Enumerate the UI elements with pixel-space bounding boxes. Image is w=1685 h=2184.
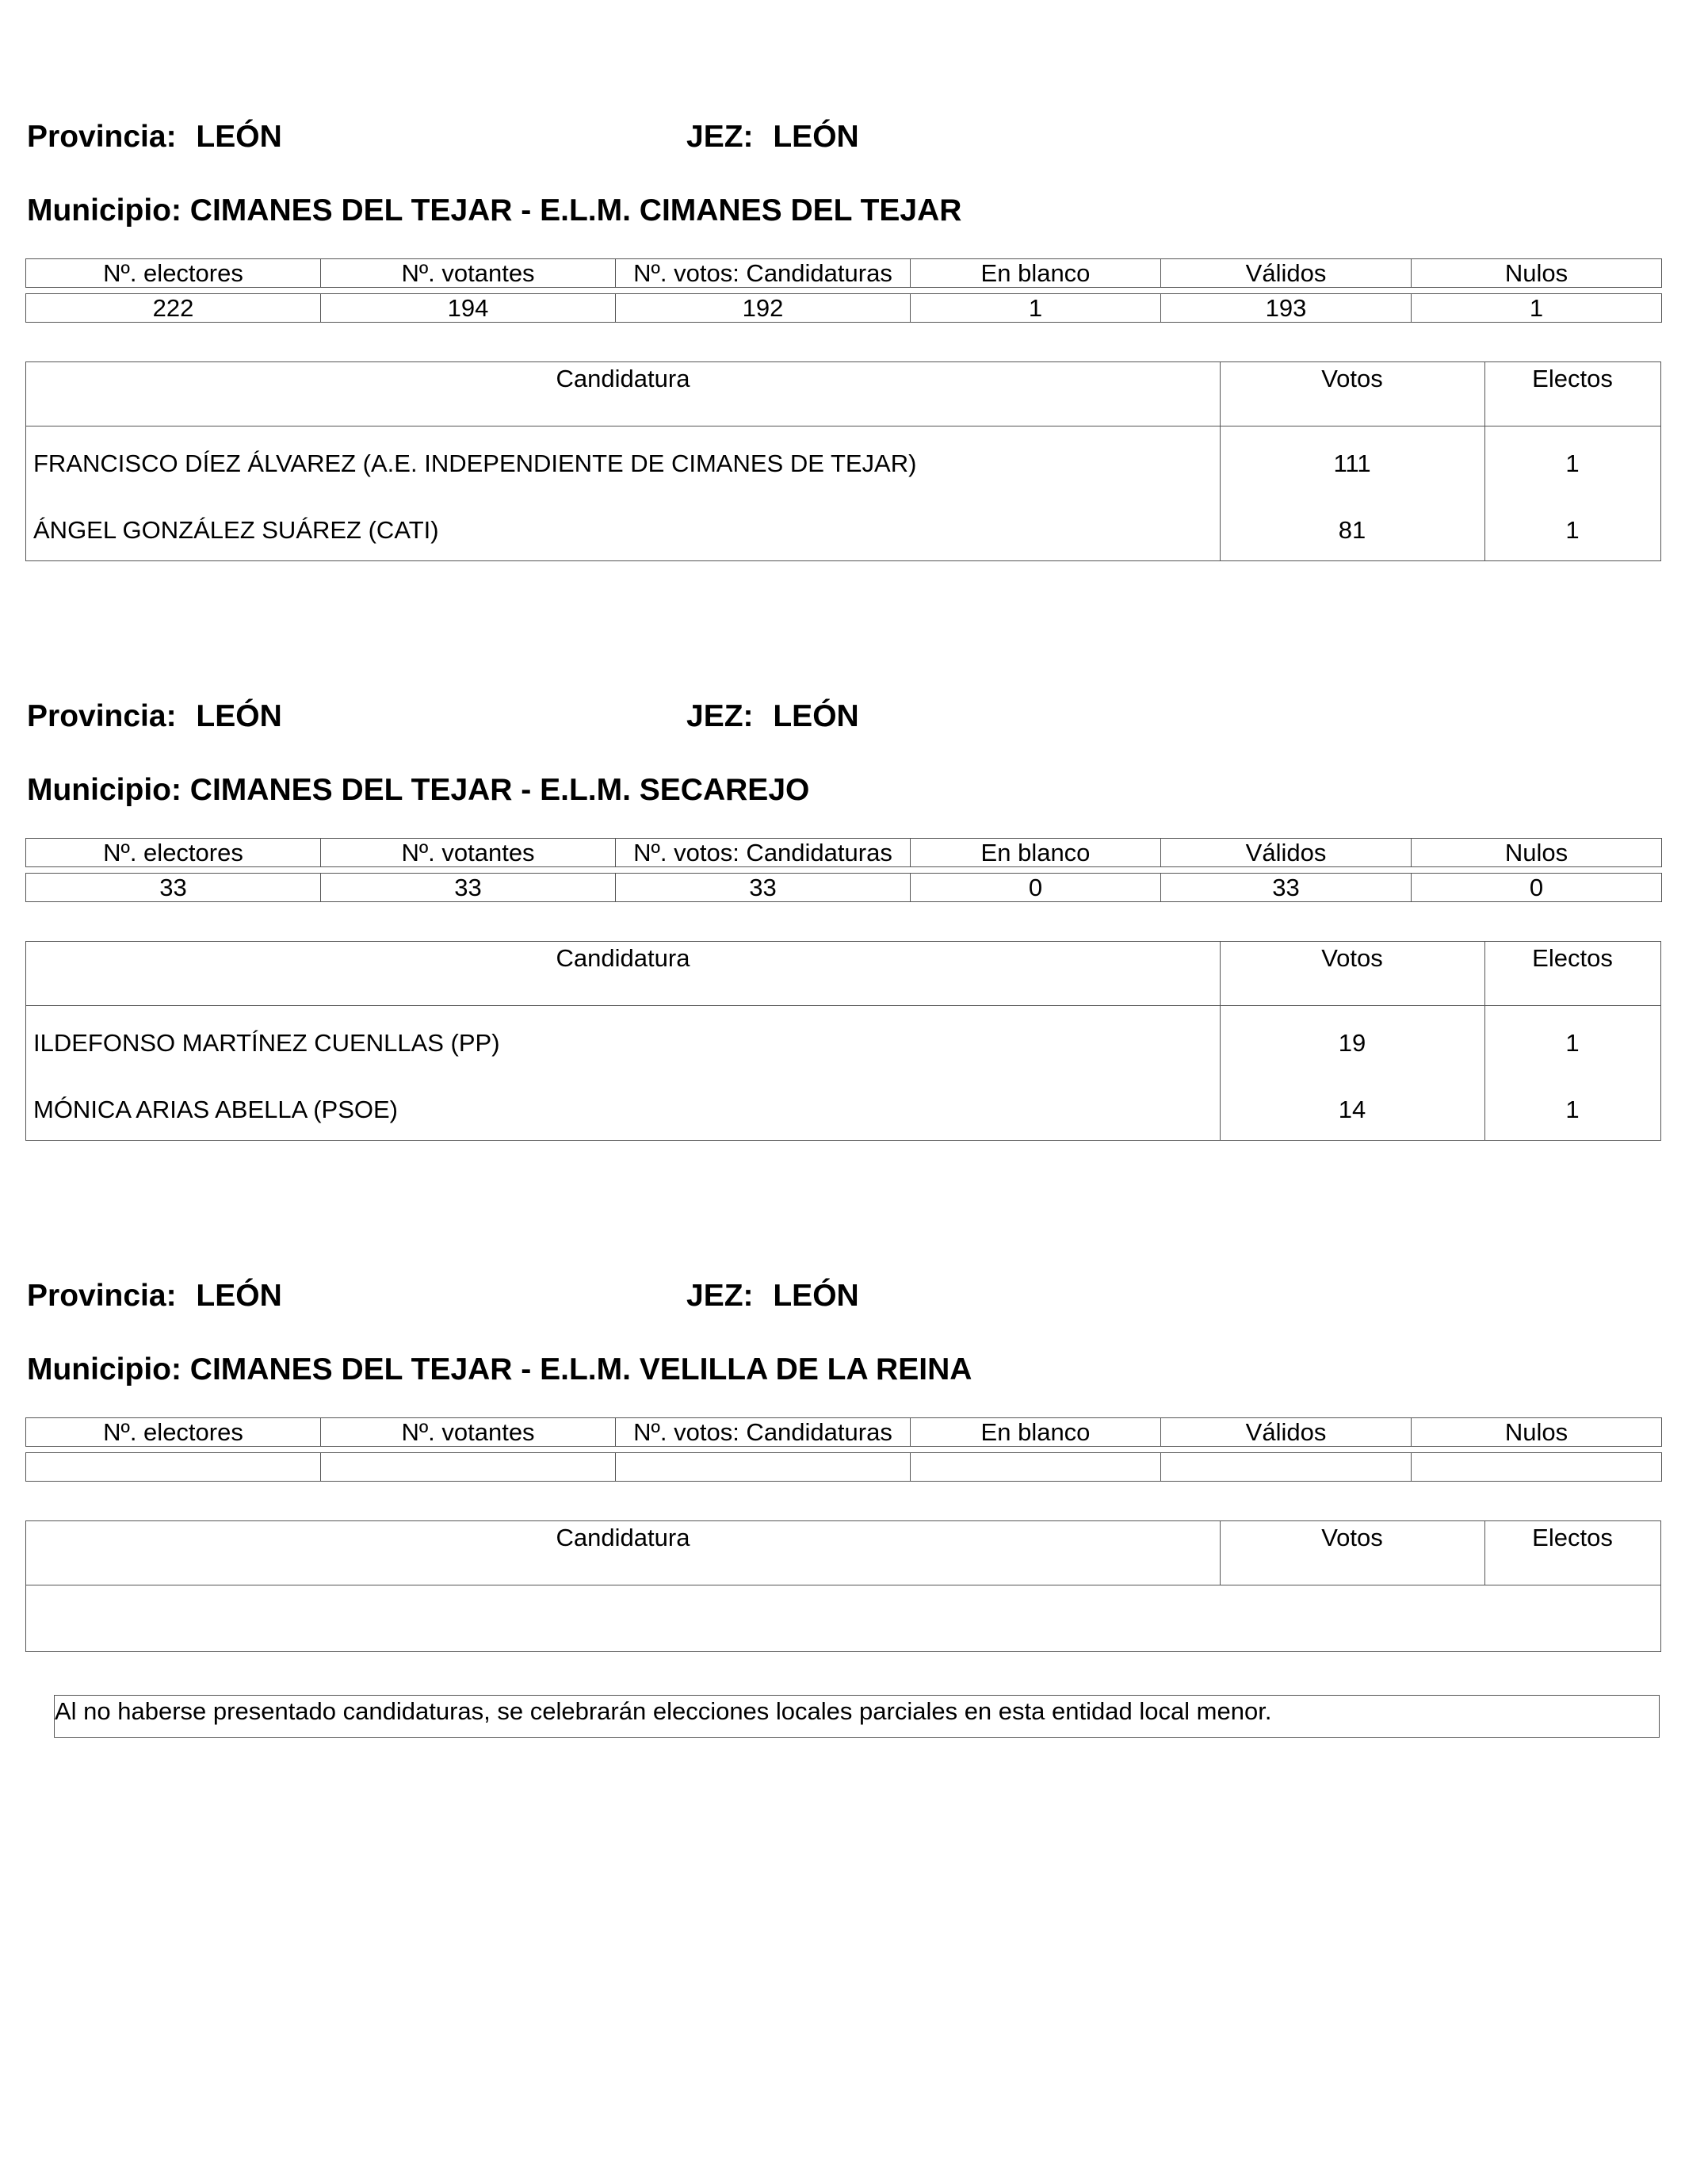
municipio-heading: Municipio: CIMANES DEL TEJAR - E.L.M. SECAREJO [27, 773, 810, 807]
jez-value: LEÓN [773, 1279, 859, 1313]
candidate-electos: 1 [1565, 449, 1580, 477]
stats-table [25, 838, 1662, 902]
candidate-votes: 111 [1333, 449, 1371, 477]
candidate-name: FRANCISCO DÍEZ ÁLVAREZ (A.E. INDEPENDIENTE DE CIMANES DE TEJAR) [33, 449, 917, 477]
votos-header: Votos [1321, 944, 1383, 972]
candidatura-header: Candidatura [556, 944, 690, 972]
candidate-electos: 1 [1565, 1029, 1580, 1057]
stats-value-cell: 33 [616, 874, 911, 902]
electos-header: Electos [1532, 365, 1613, 392]
candidates-table [25, 361, 1661, 561]
stats-value-row [26, 1453, 1662, 1482]
stats-value-cell [911, 1453, 1161, 1482]
provincia-value: LEÓN [196, 1279, 282, 1313]
candidate-votes: 19 [1338, 1029, 1366, 1057]
votos-header: Votos [1321, 1524, 1383, 1551]
stats-value-cell [616, 1453, 911, 1482]
stats-header-cell: Nº. electores [26, 1418, 321, 1447]
jez-value: LEÓN [773, 699, 859, 733]
stats-value-cell: 1 [1412, 294, 1662, 323]
candidate-name: MÓNICA ARIAS ABELLA (PSOE) [33, 1096, 399, 1123]
stats-value-cell: 33 [321, 874, 616, 902]
jez-heading [686, 1280, 859, 1311]
notice-text: Al no haberse presentado candidaturas, se celebrarán elecciones locales parciales en esta entidad local menor. [55, 1697, 1272, 1725]
stats-header-cell: En blanco [911, 1418, 1161, 1447]
stats-header-cell: Nº. electores [26, 839, 321, 867]
stats-value-row [26, 874, 1662, 902]
stats-value-cell [321, 1453, 616, 1482]
stats-value-cell [1412, 1453, 1662, 1482]
stats-header-cell: Nulos [1412, 1418, 1662, 1447]
provincia-heading [27, 1280, 282, 1311]
jez-label: JEZ: [686, 120, 754, 154]
stats-header-row [26, 1418, 1662, 1447]
stats-header-cell: Nulos [1412, 839, 1662, 867]
stats-value-cell: 1 [911, 294, 1161, 323]
jez-label: JEZ: [686, 1279, 754, 1313]
candidate-electos: 1 [1565, 516, 1580, 544]
candidate-votes: 14 [1338, 1096, 1366, 1123]
stats-value-cell: 33 [26, 874, 321, 902]
stats-header-cell: Nulos [1412, 259, 1662, 288]
provincia-value: LEÓN [196, 699, 282, 733]
stats-value-row [26, 294, 1662, 323]
votos-header: Votos [1321, 365, 1383, 392]
candidate-name: ILDEFONSO MARTÍNEZ CUENLLAS (PP) [33, 1029, 500, 1057]
stats-value-cell: 0 [1412, 874, 1662, 902]
stats-header-cell: Nº. votos: Candidaturas [616, 259, 911, 288]
stats-value-cell: 192 [616, 294, 911, 323]
stats-header-cell: Nº. votos: Candidaturas [616, 1418, 911, 1447]
stats-value-cell [1161, 1453, 1412, 1482]
stats-value-cell: 33 [1161, 874, 1412, 902]
candidatura-header: Candidatura [556, 1524, 690, 1551]
results-section [25, 0, 1661, 571]
stats-value-cell: 0 [911, 874, 1161, 902]
jez-value: LEÓN [773, 120, 859, 154]
stats-header-cell: Nº. votantes [321, 839, 616, 867]
stats-header-cell: Nº. votantes [321, 259, 616, 288]
stats-header-cell: Nº. votantes [321, 1418, 616, 1447]
stats-table [25, 1417, 1662, 1482]
stats-header-row [26, 259, 1662, 288]
stats-value-cell: 193 [1161, 294, 1412, 323]
candidates-table [25, 1520, 1661, 1652]
stats-header-row [26, 839, 1662, 867]
municipio-heading: Municipio: CIMANES DEL TEJAR - E.L.M. CIMANES DEL TEJAR [27, 193, 962, 228]
candidatura-header: Candidatura [556, 365, 690, 392]
jez-heading [686, 121, 859, 152]
jez-label: JEZ: [686, 699, 754, 733]
candidate-votes: 81 [1338, 516, 1366, 544]
provincia-label: Provincia: [27, 120, 177, 154]
municipio-heading: Municipio: CIMANES DEL TEJAR - E.L.M. VELILLA DE LA REINA [27, 1352, 972, 1387]
provincia-heading [27, 701, 282, 732]
notice-box [54, 1695, 1660, 1738]
stats-header-cell: Válidos [1161, 259, 1412, 288]
provincia-heading [27, 121, 282, 152]
stats-table [25, 258, 1662, 323]
electos-header: Electos [1532, 944, 1613, 972]
stats-header-cell: En blanco [911, 259, 1161, 288]
provincia-label: Provincia: [27, 1279, 177, 1313]
stats-header-cell: En blanco [911, 839, 1161, 867]
stats-header-cell: Nº. votos: Candidaturas [616, 839, 911, 867]
stats-value-cell [26, 1453, 321, 1482]
results-section [25, 579, 1661, 1150]
candidate-name: ÁNGEL GONZÁLEZ SUÁREZ (CATI) [33, 516, 439, 544]
electos-header: Electos [1532, 1524, 1613, 1551]
jez-heading [686, 701, 859, 732]
candidate-electos: 1 [1565, 1096, 1580, 1123]
stats-header-cell: Válidos [1161, 1418, 1412, 1447]
stats-header-cell: Válidos [1161, 839, 1412, 867]
candidates-table [25, 941, 1661, 1141]
stats-value-cell: 222 [26, 294, 321, 323]
stats-header-cell: Nº. electores [26, 259, 321, 288]
provincia-label: Provincia: [27, 699, 177, 733]
stats-value-cell: 194 [321, 294, 616, 323]
results-section [25, 1159, 1661, 1674]
provincia-value: LEÓN [196, 120, 282, 154]
